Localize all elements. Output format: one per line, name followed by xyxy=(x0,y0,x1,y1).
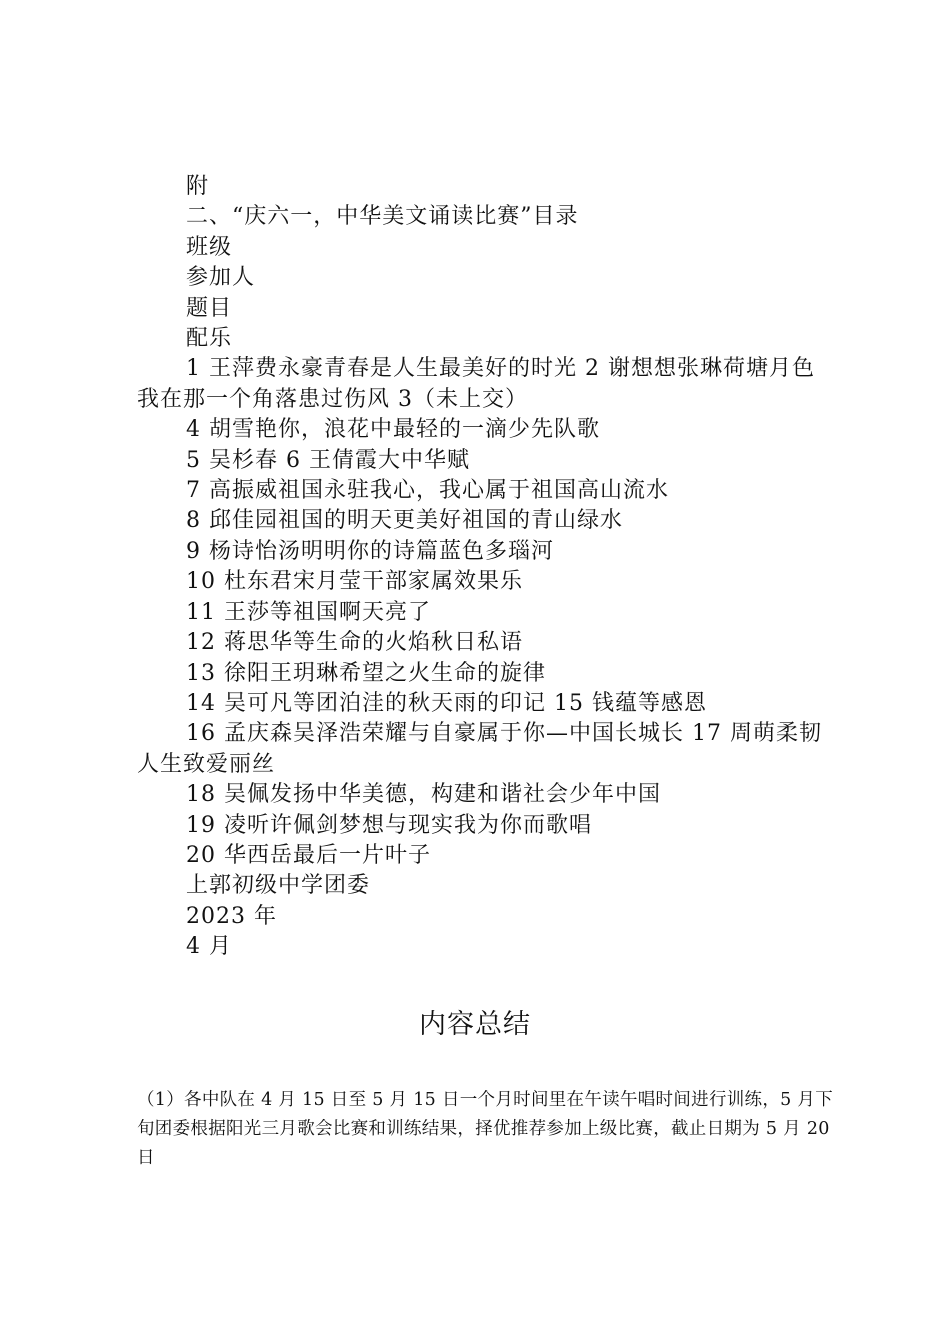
list-item: 16 孟庆森吴泽浩荣耀与自豪属于你—中国长城长 17 周萌柔韧人生致爱丽丝 xyxy=(137,721,822,777)
column-label-class: 班级 xyxy=(186,234,233,260)
list-item: 8 邱佳园祖国的明天更美好祖国的青山绿水 xyxy=(186,508,623,534)
appendix-label: 附 xyxy=(186,174,210,199)
date-month: 4 月 xyxy=(186,934,232,960)
list-item: 20 华西岳最后一片叶子 xyxy=(186,842,431,868)
list-item: 14 吴可凡等团泊洼的秋天雨的印记 15 钱蕴等感恩 xyxy=(186,690,707,716)
list-item: 18 吴佩发扬中华美德，构建和谐社会少年中国 xyxy=(186,782,661,808)
list-item: 19 凌听许佩剑梦想与现实我为你而歌唱 xyxy=(186,812,592,838)
list-item: 13 徐阳王玥琳希望之火生命的旋律 xyxy=(186,660,546,686)
document-body xyxy=(137,172,837,963)
list-item: 9 杨诗怡汤明明你的诗篇蓝色多瑙河 xyxy=(186,538,554,564)
summary-text: （1）各中队在 4 月 15 日至 5 月 15 日一个月时间里在午读午唱时间进行训练，5 月下旬团委根据阳光三月歌会比赛和训练结果，择优推荐参加上级比赛，截止日期为 5 月 20 日 xyxy=(137,1090,834,1168)
list-item: 1 王萍费永豪青春是人生最美好的时光 2 谢想想张琳荷塘月色我在那一个角落患过伤风 3（未上交） xyxy=(137,356,815,412)
section-heading: 二、“庆六一，中华美文诵读比赛”目录 xyxy=(186,204,579,230)
list-item: 10 杜东君宋月莹干部家属效果乐 xyxy=(186,569,523,595)
column-label-title: 题目 xyxy=(186,295,233,321)
list-item: 11 王莎等祖国啊天亮了 xyxy=(186,599,431,625)
list-item: 7 高振威祖国永驻我心，我心属于祖国高山流水 xyxy=(186,478,669,504)
list-item: 12 蒋思华等生命的火焰秋日私语 xyxy=(186,630,523,656)
summary-title: 内容总结 xyxy=(419,1009,531,1040)
date-year: 2023 年 xyxy=(186,903,277,929)
column-label-music: 配乐 xyxy=(186,326,233,352)
organization-name: 上郭初级中学团委 xyxy=(186,873,371,899)
column-label-participants: 参加人 xyxy=(186,265,256,291)
list-item: 5 吴杉春 6 王倩霞大中华赋 xyxy=(186,447,470,473)
list-item: 4 胡雪艳你，浪花中最轻的一滴少先队歌 xyxy=(186,417,600,443)
